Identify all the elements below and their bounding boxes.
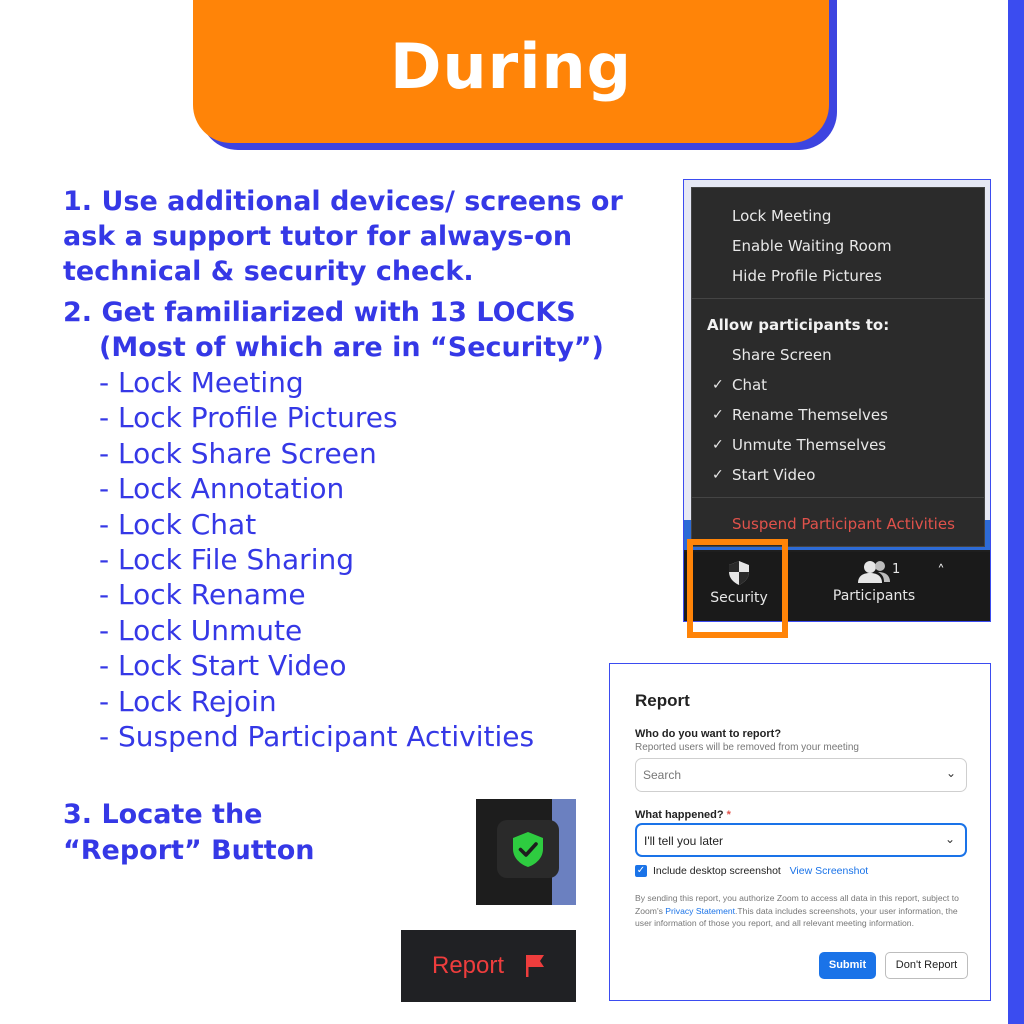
list-item: - Lock Share Screen [99,436,377,470]
check-icon: ✓ [712,407,724,423]
locks-list [63,365,643,754]
list-item: - Lock Rejoin [99,684,277,718]
step-3-line-2: “Report” Button [63,835,315,866]
list-item: - Lock Profile Pictures [99,401,398,435]
who-to-report-hint: Reported users will be removed from your meeting [635,742,859,753]
chevron-down-icon: ⌄ [944,832,955,846]
what-happened-label [635,809,731,821]
red-flag-icon [524,954,546,978]
participant-search-select[interactable] [635,758,967,792]
banner-title: During [390,30,632,103]
menu-item-enable-waiting-room[interactable]: Enable Waiting Room [732,237,892,255]
chevron-down-icon: ⌄ [945,766,956,780]
report-dialog [609,663,991,1001]
report-button-label: Report [432,952,505,979]
menu-item-lock-meeting[interactable]: Lock Meeting [732,207,832,225]
list-item: - Lock Unmute [99,613,303,647]
include-screenshot-row [653,865,868,877]
step-3 [63,797,443,869]
report-button[interactable] [401,930,576,1002]
green-shield-check-icon [497,820,559,878]
list-item: - Lock Start Video [99,649,347,683]
menu-item-share-screen[interactable]: Share Screen [732,346,832,364]
step-2-heading: 2. Get familiarized with 13 LOCKS [63,297,576,328]
security-menu [691,187,985,547]
search-placeholder: Search [643,768,682,782]
caret-up-icon[interactable]: ˄ [937,562,945,580]
menu-item-unmute-themselves[interactable]: Unmute Themselves [732,436,887,454]
participants-button[interactable] [824,560,924,604]
include-screenshot-label: Include desktop screenshot [653,865,781,877]
step-3-line-1: 3. Locate the [63,799,263,830]
report-dialog-title: Report [635,691,690,710]
menu-item-chat[interactable]: Chat [732,376,768,394]
list-item: - Lock Rename [99,578,306,612]
step-1-line-3: technical & security check. [63,256,474,287]
title-banner [193,0,829,143]
participants-count: 1 [892,562,901,577]
menu-item-start-video[interactable]: Start Video [732,466,816,484]
right-edge-bar [1008,0,1024,1024]
menu-item-suspend-participant-activities[interactable]: Suspend Participant Activities [732,515,955,533]
security-shield-crop [476,799,576,905]
check-icon: ✓ [712,467,724,483]
menu-item-hide-profile-pictures[interactable]: Hide Profile Pictures [732,267,882,285]
dont-report-button[interactable]: Don't Report [885,952,968,979]
participants-icon [857,560,891,584]
step-1-line-2: ask a support tutor for always-on [63,221,573,252]
list-item: - Lock Annotation [99,472,345,506]
list-item: - Lock Chat [99,507,257,541]
required-marker: * [726,809,731,821]
security-highlight-box [687,539,788,638]
privacy-statement-link[interactable]: Privacy Statement [665,905,736,916]
legal-text-1: By sending this report, you authorize Zoom to access all data in this report, subject to Zoom's [635,893,959,916]
check-icon: ✓ [712,437,724,453]
view-screenshot-link[interactable]: View Screenshot [789,865,869,877]
menu-divider [692,298,984,299]
list-item: - Lock File Sharing [99,543,354,577]
menu-item-rename-themselves[interactable]: Rename Themselves [732,406,888,424]
check-icon: ✓ [712,377,724,393]
security-shield-tile[interactable] [497,820,559,878]
menu-divider [692,497,984,498]
security-label: Security [710,590,768,606]
participants-label: Participants [832,588,916,604]
submit-button[interactable]: Submit [819,952,876,979]
step-1 [63,184,643,289]
who-to-report-label: Who do you want to report? [635,728,782,740]
include-screenshot-checkbox[interactable]: ✓ [636,865,646,876]
step-1-line-1: 1. Use additional devices/ screens or [63,186,623,217]
legal-notice [635,892,967,930]
step-2-subheading: (Most of which are in “Security”) [99,332,604,363]
what-happened-text: What happened? [635,809,724,821]
legal-text-2: .This data includes screenshots, your user information, the user information of those you report, and all relevant meeting information. [635,905,958,928]
what-happened-value: I'll tell you later [644,834,723,848]
list-item: - Lock Meeting [99,366,304,399]
allow-participants-heading: Allow participants to: [707,316,890,334]
list-item: - Suspend Participant Activities [99,720,535,754]
what-happened-select[interactable] [635,823,967,857]
instructions [63,184,643,754]
